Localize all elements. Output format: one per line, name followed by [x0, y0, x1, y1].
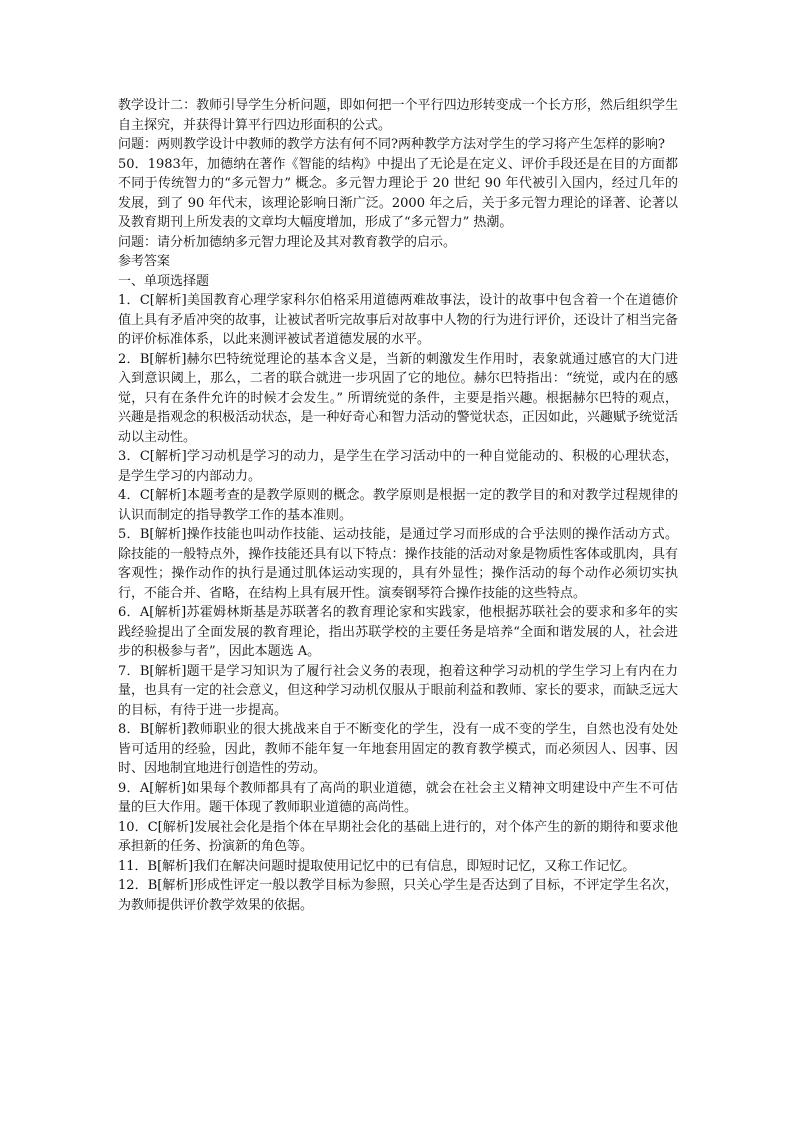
answer-7: 7．B[解析]题干是学习知识为了履行社会义务的表现，抱着这种学习动机的学生学习上有内在力量，也具有一定的社会意义，但这种学习动机仅服从于眼前利益和教师、家长的要求，而缺乏远大的目标，有待于进一步提高。 — [118, 663, 678, 718]
paragraph-question-49: 问题：两则教学设计中教师的教学方法有何不同?两种教学方法对学生的学习将产生怎样的影响? — [118, 137, 665, 152]
answer-5: 5．B[解析]操作技能也叫动作技能、运动技能，是通过学习而形成的合乎法则的操作活动方式。除技能的一般特点外，操作技能还具有以下特点：操作技能的活动对象是物质性客体或肌肉，具有客观性；操作动作的执行是通过肌体运动实现的，具有外显性；操作活动的每个动作必须切实执行，不能合并、省略，在结构上具有展开性。演奏钢琴符合操作技能的这些特点。 — [118, 527, 678, 601]
heading-reference-answers: 参考答案 — [118, 254, 171, 269]
paragraph-teaching-design-two: 教学设计二：教师引导学生分析问题，即如何把一个平行四边形转变成一个长方形，然后组织学生自主探究，并获得计算平行四边形面积的公式。 — [118, 98, 678, 133]
answer-3: 3．C[解析]学习动机是学习的动力，是学生在学习活动中的一种自觉能动的、积极的心理状态，是学生学习的内部动力。 — [118, 449, 678, 484]
answer-9: 9．A[解析]如果每个教师都具有了高尚的职业道德，就会在社会主义精神文明建设中产生不可估量的巨大作用。题干体现了教师职业道德的高尚性。 — [118, 780, 678, 815]
answer-4: 4．C[解析]本题考查的是教学原则的概念。教学原则是根据一定的教学目的和对教学过程规律的认识而制定的指导教学工作的基本准则。 — [118, 488, 678, 523]
document-page — [118, 96, 678, 915]
paragraph-question-50: 问题：请分析加德纳多元智力理论及其对教育教学的启示。 — [118, 234, 457, 250]
answer-8: 8．B[解析]教师职业的很大挑战来自于不断变化的学生，没有一成不变的学生，自然也没有处处皆可适用的经验，因此，教师不能年复一年地套用固定的教育教学模式，而必须因人、因事、因时、因地制宜地进行创造性的劳动。 — [118, 722, 678, 776]
answer-6: 6．A[解析]苏霍姆林斯基是苏联著名的教育理论家和实践家，他根据苏联社会的要求和多年的实践经验提出了全面发展的教育理论，指出苏联学校的主要任务是培养“全面和谐发展的人，社会进步的积极参与者”，因此本题选 A。 — [118, 605, 678, 659]
answer-1: 1．C[解析]美国教育心理学家科尔伯格采用道德两难故事法，设计的故事中包含着一个在道德价值上具有矛盾冲突的故事，让被试者听完故事后对故事中人物的行为进行评价，还设计了相当完备的评价标准体系，以此来测评被试者道德发展的水平。 — [118, 293, 678, 347]
paragraph-item-50: 50．1983年，加德纳在著作《智能的结构》中提出了无论是在定义、评价手段还是在目的方面都不同于传统智力的“多元智力” 概念。多元智力理论于 20 世纪 90 年代被引入国内，经过几年的发展，到了 90 年代末，该理论影响日渐广泛。2000 年之后，关于多元智力理论的译著、论著以及教育期刊上所发表的文章均大幅度增加，形成了“多元智力” 热潮。 — [118, 156, 678, 230]
answer-12: 12．B[解析]形成性评定一般以教学目标为参照，只关心学生是否达到了目标，不评定学生名次，为教师提供评价教学效果的依据。 — [118, 878, 678, 913]
answer-11: 11．B[解析]我们在解决问题时提取使用记忆中的已有信息，即短时记忆，又称工作记忆。 — [118, 858, 636, 874]
answer-2: 2．B[解析]赫尔巴特统觉理论的基本含义是，当新的刺激发生作用时，表象就通过感官的大门进入到意识阈上，那么，二者的联合就进一步巩固了它的地位。赫尔巴特指出：“统觉，或内在的感觉，只有在条件允许的时候才会发生。” 所谓统觉的条件，主要是指兴趣。根据赫尔巴特的观点，兴趣是指观念的积极活动状态，是一种好奇心和智力活动的警觉状态，正因如此，兴趣赋予统觉活动以主动性。 — [118, 351, 678, 445]
heading-single-choice: 一、单项选择题 — [118, 273, 210, 289]
answer-10: 10．C[解析]发展社会化是指个体在早期社会化的基础上进行的，对个体产生的新的期待和要求他承担新的任务、扮演新的角色等。 — [118, 819, 678, 854]
